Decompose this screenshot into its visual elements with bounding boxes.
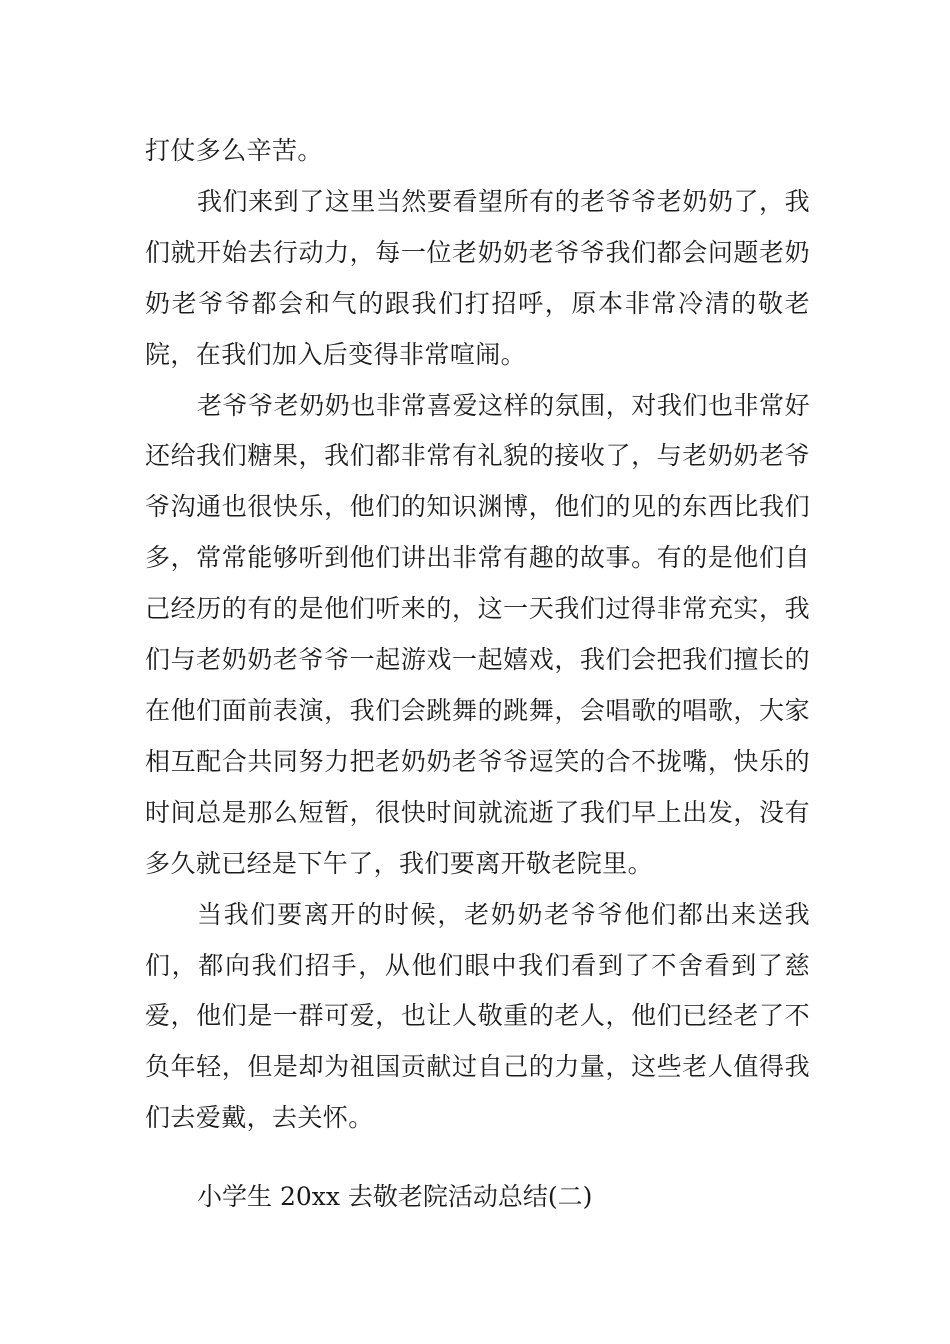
document-body (145, 126, 810, 1144)
paragraph-1: 打仗多么辛苦。 (145, 136, 323, 165)
paragraph-4: 当我们要离开的时候，老奶奶老爷爷他们都出来送我们，都向我们招手，从他们眼中我们看到了不舍看到了慈爱，他们是一群可爱，也让人敬重的老人，他们已经老了不负年轻，但是却为祖国贡献过自己的力量，这些老人值得我们去爱戴，去关怀。 (145, 899, 810, 1133)
section-heading: 小学生 20xx 去敬老院活动总结(二) (197, 1182, 593, 1211)
paragraph-3: 老爷爷老奶奶也非常喜爱这样的氛围，对我们也非常好还给我们糖果，我们都非常有礼貌的接收了，与老奶奶老爷爷沟通也很快乐，他们的知识渊博，他们的见的东西比我们多，常常能够听到他们讲出非常有趣的故事。有的是他们自己经历的有的是他们听来的，这一天我们过得非常充实，我们与老奶奶老爷爷一起游戏一起嬉戏，我们会把我们擅长的在他们面前表演，我们会跳舞的跳舞，会唱歌的唱歌，大家相互配合共同努力把老奶奶老爷爷逗笑的合不拢嘴，快乐的时间总是那么短暂，很快时间就流逝了我们早上出发，没有多久就已经是下午了，我们要离开敬老院里。 (145, 390, 810, 878)
paragraph-2: 我们来到了这里当然要看望所有的老爷爷老奶奶了，我们就开始去行动力，每一位老奶奶老爷爷我们都会问题老奶奶老爷爷都会和气的跟我们打招呼，原本非常冷清的敬老院，在我们加入后变得非常喧闹。 (145, 186, 810, 369)
